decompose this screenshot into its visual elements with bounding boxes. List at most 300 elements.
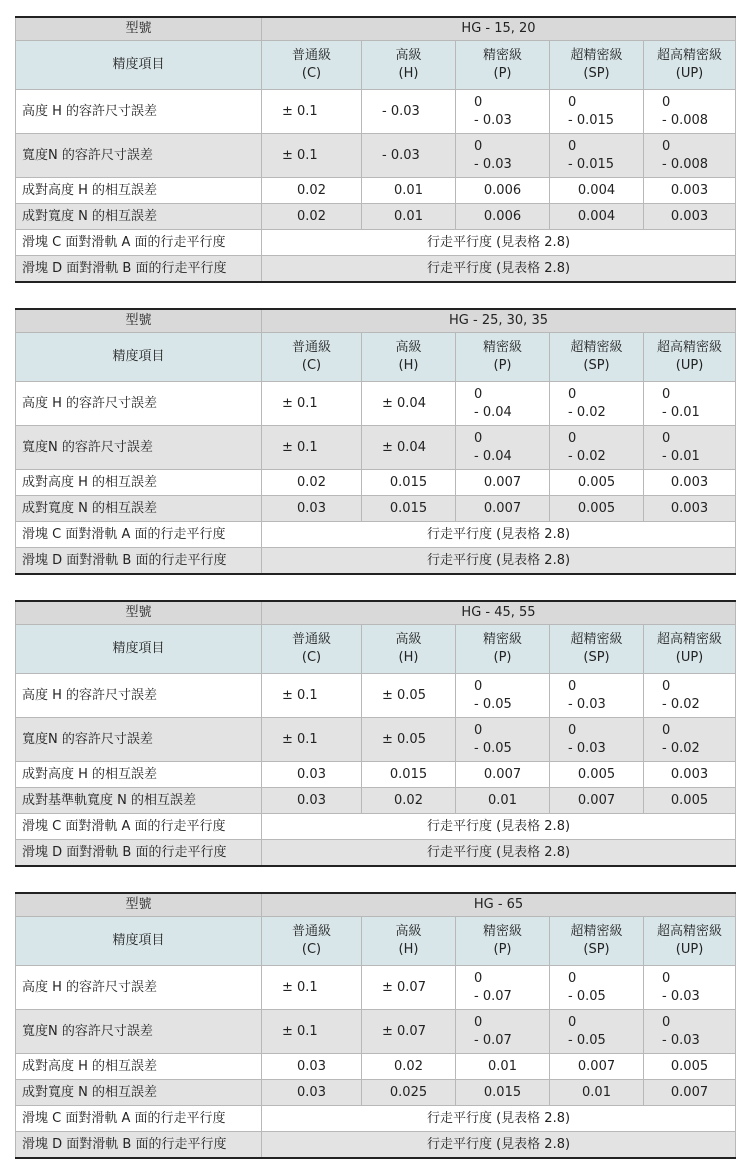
value-line: 0 bbox=[662, 430, 671, 446]
grade-code: (P) bbox=[493, 942, 512, 957]
merged-value: 行走平行度 (見表格 2.8) bbox=[262, 256, 736, 283]
row-label: 滑塊 D 面對滑軌 B 面的行走平行度 bbox=[16, 548, 262, 575]
value-line: 0.003 bbox=[670, 182, 709, 198]
value-line: 0 bbox=[568, 138, 577, 154]
grade-code: (UP) bbox=[675, 66, 704, 81]
value-cell bbox=[362, 426, 456, 470]
value-line: - 0.03 bbox=[662, 988, 700, 1004]
precision-item-header: 精度項目 bbox=[16, 917, 262, 966]
grade-code: (UP) bbox=[675, 358, 704, 373]
grade-header bbox=[362, 333, 456, 382]
value-cell bbox=[262, 470, 362, 496]
row-label: 成對高度 H 的相互誤差 bbox=[16, 178, 262, 204]
row-label: 成對基準軌寬度 N 的相互誤差 bbox=[16, 788, 262, 814]
row-label: 成對高度 H 的相互誤差 bbox=[16, 762, 262, 788]
value-cell bbox=[550, 496, 644, 522]
grade-name: 超高精密級 bbox=[656, 632, 722, 648]
value-line: 0.006 bbox=[483, 208, 522, 224]
row-label: 成對高度 H 的相互誤差 bbox=[16, 1054, 262, 1080]
merged-value: 行走平行度 (見表格 2.8) bbox=[262, 1132, 736, 1159]
grade-code: (C) bbox=[301, 66, 322, 81]
value-line: 0 bbox=[568, 1014, 577, 1030]
value-cell bbox=[644, 718, 736, 762]
value-line: ± 0.1 bbox=[282, 439, 318, 455]
row-label: 寬度N 的容許尺寸誤差 bbox=[16, 134, 262, 178]
value-cell bbox=[456, 382, 550, 426]
value-cell bbox=[262, 1054, 362, 1080]
grade-code: (H) bbox=[398, 942, 419, 957]
table-row bbox=[16, 426, 736, 470]
grade-name: 超高精密級 bbox=[656, 48, 722, 64]
value-line: - 0.03 bbox=[474, 156, 512, 172]
grade-header bbox=[362, 41, 456, 90]
table-row bbox=[16, 1054, 736, 1080]
value-cell bbox=[362, 496, 456, 522]
grade-header bbox=[456, 41, 550, 90]
table-row bbox=[16, 382, 736, 426]
value-line: 0.015 bbox=[389, 474, 428, 490]
value-line: 0.003 bbox=[670, 474, 709, 490]
value-line: ± 0.07 bbox=[382, 979, 426, 995]
value-cell bbox=[456, 1010, 550, 1054]
merged-value: 行走平行度 (見表格 2.8) bbox=[262, 522, 736, 548]
table-row bbox=[16, 1132, 736, 1159]
table-row bbox=[16, 1010, 736, 1054]
value-line: 0.03 bbox=[297, 1058, 326, 1074]
row-label: 高度 H 的容許尺寸誤差 bbox=[16, 90, 262, 134]
grade-row bbox=[16, 41, 736, 90]
value-cell bbox=[262, 90, 362, 134]
value-line: 0 bbox=[474, 1014, 483, 1030]
grade-name: 超精密級 bbox=[570, 632, 623, 648]
grade-name: 精密級 bbox=[482, 48, 522, 64]
model-row bbox=[16, 601, 736, 625]
precision-item-header: 精度項目 bbox=[16, 41, 262, 90]
value-cell bbox=[550, 1054, 644, 1080]
grade-name: 超精密級 bbox=[570, 924, 623, 940]
value-line: 0.007 bbox=[483, 500, 522, 516]
grade-header bbox=[550, 333, 644, 382]
grade-code: (C) bbox=[301, 650, 322, 665]
table-row bbox=[16, 470, 736, 496]
grade-code: (H) bbox=[398, 66, 419, 81]
value-line: - 0.07 bbox=[474, 1032, 512, 1048]
value-cell bbox=[456, 966, 550, 1010]
table-row bbox=[16, 548, 736, 575]
value-line: 0 bbox=[568, 678, 577, 694]
value-cell bbox=[644, 382, 736, 426]
value-line: 0.005 bbox=[577, 500, 616, 516]
grade-header bbox=[362, 917, 456, 966]
value-line: 0 bbox=[662, 1014, 671, 1030]
table-row bbox=[16, 496, 736, 522]
value-line: 0.01 bbox=[394, 208, 423, 224]
value-line: - 0.02 bbox=[662, 740, 700, 756]
table-row bbox=[16, 814, 736, 840]
grade-name: 超高精密級 bbox=[657, 924, 723, 940]
table-row bbox=[16, 674, 736, 718]
value-line: ± 0.1 bbox=[282, 979, 318, 995]
value-cell bbox=[644, 966, 736, 1010]
value-line: ± 0.1 bbox=[282, 103, 318, 119]
grade-header bbox=[550, 917, 644, 966]
value-cell bbox=[262, 134, 362, 178]
grade-name: 高級 bbox=[395, 340, 422, 356]
table-row bbox=[16, 840, 736, 867]
value-line: ± 0.1 bbox=[282, 1023, 318, 1039]
value-cell bbox=[456, 674, 550, 718]
grade-code: (P) bbox=[493, 66, 512, 81]
value-cell bbox=[362, 788, 456, 814]
value-line: 0.03 bbox=[297, 792, 326, 808]
grade-name: 普通級 bbox=[291, 924, 331, 940]
model-number: HG - 25, 30, 35 bbox=[262, 309, 736, 333]
grade-code: (P) bbox=[493, 650, 512, 665]
row-label: 成對高度 H 的相互誤差 bbox=[16, 470, 262, 496]
value-cell bbox=[456, 762, 550, 788]
value-line: ± 0.07 bbox=[382, 1023, 426, 1039]
value-line: 0.007 bbox=[577, 792, 616, 808]
grade-header bbox=[456, 333, 550, 382]
value-cell bbox=[644, 496, 736, 522]
value-cell bbox=[644, 134, 736, 178]
value-cell bbox=[262, 762, 362, 788]
value-line: 0 bbox=[662, 138, 671, 154]
value-line: 0.025 bbox=[389, 1084, 428, 1100]
row-label: 滑塊 D 面對滑軌 B 面的行走平行度 bbox=[16, 256, 262, 283]
grade-name: 超精密級 bbox=[570, 48, 623, 64]
value-line: 0 bbox=[474, 678, 483, 694]
grade-header bbox=[550, 625, 644, 674]
value-line: - 0.02 bbox=[662, 696, 700, 712]
value-line: ± 0.1 bbox=[282, 147, 318, 163]
precision-table bbox=[15, 892, 736, 1159]
grade-name: 高級 bbox=[395, 632, 422, 648]
value-line: - 0.03 bbox=[568, 696, 606, 712]
value-line: - 0.04 bbox=[474, 404, 512, 420]
value-line: 0.007 bbox=[483, 474, 522, 490]
row-label: 滑塊 C 面對滑軌 A 面的行走平行度 bbox=[16, 230, 262, 256]
value-line: 0.004 bbox=[577, 208, 616, 224]
model-row bbox=[16, 309, 736, 333]
value-cell bbox=[262, 178, 362, 204]
row-label: 寬度N 的容許尺寸誤差 bbox=[16, 426, 262, 470]
value-cell bbox=[644, 788, 736, 814]
value-cell bbox=[644, 762, 736, 788]
value-line: - 0.05 bbox=[568, 988, 606, 1004]
value-line: 0 bbox=[474, 138, 483, 154]
value-line: - 0.03 bbox=[662, 1032, 700, 1048]
grade-code: (H) bbox=[398, 358, 419, 373]
value-line: 0 bbox=[568, 386, 577, 402]
grade-header bbox=[456, 917, 550, 966]
value-cell bbox=[644, 674, 736, 718]
value-cell bbox=[644, 90, 736, 134]
value-line: 0.003 bbox=[670, 500, 709, 516]
value-line: 0.01 bbox=[488, 792, 517, 808]
value-line: 0.015 bbox=[389, 766, 428, 782]
value-cell bbox=[456, 496, 550, 522]
value-line: 0 bbox=[662, 678, 671, 694]
value-cell bbox=[262, 426, 362, 470]
value-line: 0.02 bbox=[297, 474, 326, 490]
value-line: - 0.04 bbox=[474, 448, 512, 464]
value-line: - 0.03 bbox=[382, 103, 420, 119]
value-cell bbox=[362, 90, 456, 134]
grade-name: 普通級 bbox=[291, 48, 331, 64]
value-cell bbox=[362, 1080, 456, 1106]
value-cell bbox=[262, 718, 362, 762]
precision-table bbox=[15, 16, 736, 283]
value-line: ± 0.1 bbox=[282, 687, 318, 703]
value-cell bbox=[644, 426, 736, 470]
value-line: - 0.02 bbox=[568, 448, 606, 464]
value-cell bbox=[550, 1010, 644, 1054]
value-line: 0.02 bbox=[394, 792, 423, 808]
value-cell bbox=[262, 1010, 362, 1054]
value-cell bbox=[550, 762, 644, 788]
row-label: 高度 H 的容許尺寸誤差 bbox=[16, 966, 262, 1010]
grade-row bbox=[16, 917, 736, 966]
model-row bbox=[16, 17, 736, 41]
table-row bbox=[16, 256, 736, 283]
grade-code: (UP) bbox=[675, 650, 704, 665]
value-line: 0.01 bbox=[582, 1084, 611, 1100]
value-cell bbox=[456, 204, 550, 230]
row-label: 高度 H 的容許尺寸誤差 bbox=[16, 382, 262, 426]
grade-name: 高級 bbox=[395, 924, 422, 940]
grade-code: (UP) bbox=[675, 942, 704, 957]
value-cell bbox=[362, 1054, 456, 1080]
model-number: HG - 15, 20 bbox=[262, 17, 736, 41]
value-cell bbox=[362, 382, 456, 426]
precision-item-header: 精度項目 bbox=[16, 625, 262, 674]
grade-code: (SP) bbox=[583, 942, 610, 957]
merged-value: 行走平行度 (見表格 2.8) bbox=[262, 230, 736, 256]
value-line: - 0.05 bbox=[474, 696, 512, 712]
value-cell bbox=[550, 788, 644, 814]
model-row bbox=[16, 893, 736, 917]
value-cell bbox=[550, 470, 644, 496]
grade-name: 普通級 bbox=[291, 632, 331, 648]
value-cell bbox=[362, 966, 456, 1010]
value-line: - 0.05 bbox=[474, 740, 512, 756]
value-line: 0.015 bbox=[389, 500, 428, 516]
grade-header bbox=[644, 333, 736, 382]
row-label: 滑塊 D 面對滑軌 B 面的行走平行度 bbox=[16, 840, 262, 867]
grade-code: (P) bbox=[493, 358, 512, 373]
merged-value: 行走平行度 (見表格 2.8) bbox=[262, 1106, 736, 1132]
value-line: 0 bbox=[568, 430, 577, 446]
value-cell bbox=[362, 762, 456, 788]
merged-value: 行走平行度 (見表格 2.8) bbox=[262, 814, 736, 840]
value-cell bbox=[262, 382, 362, 426]
table-row bbox=[16, 788, 736, 814]
model-header-label: 型號 bbox=[16, 17, 262, 41]
table-row bbox=[16, 204, 736, 230]
value-cell bbox=[456, 134, 550, 178]
row-label: 成對寬度 N 的相互誤差 bbox=[16, 1080, 262, 1106]
value-line: ± 0.04 bbox=[382, 395, 426, 411]
value-cell bbox=[550, 674, 644, 718]
value-line: 0 bbox=[474, 94, 483, 110]
value-cell bbox=[456, 90, 550, 134]
table-row bbox=[16, 134, 736, 178]
value-line: - 0.02 bbox=[568, 404, 606, 420]
value-cell bbox=[550, 134, 644, 178]
grade-header bbox=[644, 625, 736, 674]
value-cell bbox=[362, 674, 456, 718]
value-line: - 0.05 bbox=[568, 1032, 606, 1048]
model-header-label: 型號 bbox=[16, 309, 262, 333]
value-line: 0.01 bbox=[394, 182, 423, 198]
precision-table bbox=[15, 600, 736, 867]
value-cell bbox=[456, 718, 550, 762]
value-line: 0.005 bbox=[670, 792, 709, 808]
value-line: 0 bbox=[662, 94, 671, 110]
row-label: 寬度N 的容許尺寸誤差 bbox=[16, 1010, 262, 1054]
value-cell bbox=[456, 470, 550, 496]
value-line: 0.005 bbox=[670, 1058, 709, 1074]
grade-header bbox=[262, 625, 362, 674]
value-line: ± 0.05 bbox=[382, 731, 426, 747]
value-cell bbox=[644, 204, 736, 230]
value-cell bbox=[456, 788, 550, 814]
value-line: - 0.03 bbox=[568, 740, 606, 756]
value-cell bbox=[262, 788, 362, 814]
value-line: 0.01 bbox=[488, 1058, 517, 1074]
model-header-label: 型號 bbox=[16, 601, 262, 625]
value-line: 0 bbox=[662, 386, 671, 402]
value-cell bbox=[262, 204, 362, 230]
value-line: - 0.07 bbox=[474, 988, 512, 1004]
model-header-label: 型號 bbox=[16, 893, 262, 917]
value-line: 0 bbox=[662, 970, 671, 986]
value-line: - 0.008 bbox=[662, 112, 709, 128]
value-cell bbox=[550, 90, 644, 134]
precision-item-header: 精度項目 bbox=[16, 333, 262, 382]
grade-header bbox=[644, 917, 736, 966]
value-line: 0.005 bbox=[577, 766, 616, 782]
row-label: 滑塊 D 面對滑軌 B 面的行走平行度 bbox=[16, 1132, 262, 1159]
grade-header bbox=[262, 41, 362, 90]
row-label: 滑塊 C 面對滑軌 A 面的行走平行度 bbox=[16, 522, 262, 548]
table-row bbox=[16, 178, 736, 204]
value-line: - 0.03 bbox=[474, 112, 512, 128]
value-cell bbox=[456, 1054, 550, 1080]
value-line: 0.03 bbox=[297, 1084, 326, 1100]
merged-value: 行走平行度 (見表格 2.8) bbox=[262, 548, 736, 575]
value-cell bbox=[550, 966, 644, 1010]
value-cell bbox=[262, 966, 362, 1010]
row-label: 成對寬度 N 的相互誤差 bbox=[16, 496, 262, 522]
value-cell bbox=[362, 134, 456, 178]
value-line: - 0.015 bbox=[568, 112, 615, 128]
value-line: 0.003 bbox=[670, 208, 709, 224]
value-cell bbox=[362, 718, 456, 762]
value-line: 0.007 bbox=[670, 1084, 709, 1100]
row-label: 寬度N 的容許尺寸誤差 bbox=[16, 718, 262, 762]
grade-name: 精密級 bbox=[482, 924, 522, 940]
row-label: 高度 H 的容許尺寸誤差 bbox=[16, 674, 262, 718]
value-cell bbox=[550, 1080, 644, 1106]
value-line: 0.003 bbox=[670, 766, 709, 782]
value-cell bbox=[456, 178, 550, 204]
grade-name: 精密級 bbox=[482, 340, 522, 356]
value-line: - 0.03 bbox=[382, 147, 420, 163]
table-row bbox=[16, 522, 736, 548]
table-row bbox=[16, 230, 736, 256]
value-line: 0 bbox=[568, 722, 577, 738]
value-line: 0.007 bbox=[483, 766, 522, 782]
merged-value: 行走平行度 (見表格 2.8) bbox=[262, 840, 736, 867]
row-label: 滑塊 C 面對滑軌 A 面的行走平行度 bbox=[16, 814, 262, 840]
row-label: 成對寬度 N 的相互誤差 bbox=[16, 204, 262, 230]
value-line: 0.02 bbox=[394, 1058, 423, 1074]
grade-row bbox=[16, 333, 736, 382]
grade-name: 超高精密級 bbox=[657, 340, 723, 356]
value-line: 0.03 bbox=[297, 766, 326, 782]
value-line: 0.015 bbox=[483, 1084, 522, 1100]
value-cell bbox=[262, 674, 362, 718]
value-cell bbox=[644, 1080, 736, 1106]
table-row bbox=[16, 718, 736, 762]
grade-header bbox=[644, 41, 736, 90]
grade-name: 高級 bbox=[395, 48, 422, 64]
grade-name: 超精密級 bbox=[570, 340, 623, 356]
grade-row bbox=[16, 625, 736, 674]
grade-code: (SP) bbox=[583, 66, 610, 81]
value-cell bbox=[644, 1054, 736, 1080]
value-cell bbox=[262, 1080, 362, 1106]
value-cell bbox=[362, 178, 456, 204]
value-cell bbox=[644, 1010, 736, 1054]
value-line: - 0.015 bbox=[568, 156, 615, 172]
grade-header bbox=[262, 917, 362, 966]
value-line: 0 bbox=[662, 722, 671, 738]
value-cell bbox=[456, 426, 550, 470]
value-cell bbox=[644, 470, 736, 496]
value-line: 0 bbox=[568, 970, 577, 986]
value-line: 0 bbox=[474, 386, 483, 402]
value-cell bbox=[362, 1010, 456, 1054]
table-row bbox=[16, 1106, 736, 1132]
value-cell bbox=[550, 382, 644, 426]
value-cell bbox=[550, 204, 644, 230]
value-line: 0.007 bbox=[577, 1058, 616, 1074]
grade-code: (SP) bbox=[583, 358, 610, 373]
value-line: ± 0.05 bbox=[382, 687, 426, 703]
grade-name: 普通級 bbox=[291, 340, 331, 356]
value-line: ± 0.04 bbox=[382, 439, 426, 455]
grade-header bbox=[456, 625, 550, 674]
value-cell bbox=[550, 718, 644, 762]
value-cell bbox=[550, 426, 644, 470]
value-line: 0 bbox=[568, 94, 577, 110]
table-row bbox=[16, 762, 736, 788]
grade-code: (SP) bbox=[583, 650, 610, 665]
value-line: - 0.01 bbox=[662, 448, 700, 464]
value-line: 0.02 bbox=[297, 182, 326, 198]
model-number: HG - 45, 55 bbox=[262, 601, 736, 625]
value-cell bbox=[456, 1080, 550, 1106]
grade-header bbox=[362, 625, 456, 674]
precision-table bbox=[15, 308, 736, 575]
value-line: - 0.01 bbox=[662, 404, 700, 420]
value-cell bbox=[262, 496, 362, 522]
value-line: 0 bbox=[474, 970, 483, 986]
grade-code: (H) bbox=[398, 650, 419, 665]
